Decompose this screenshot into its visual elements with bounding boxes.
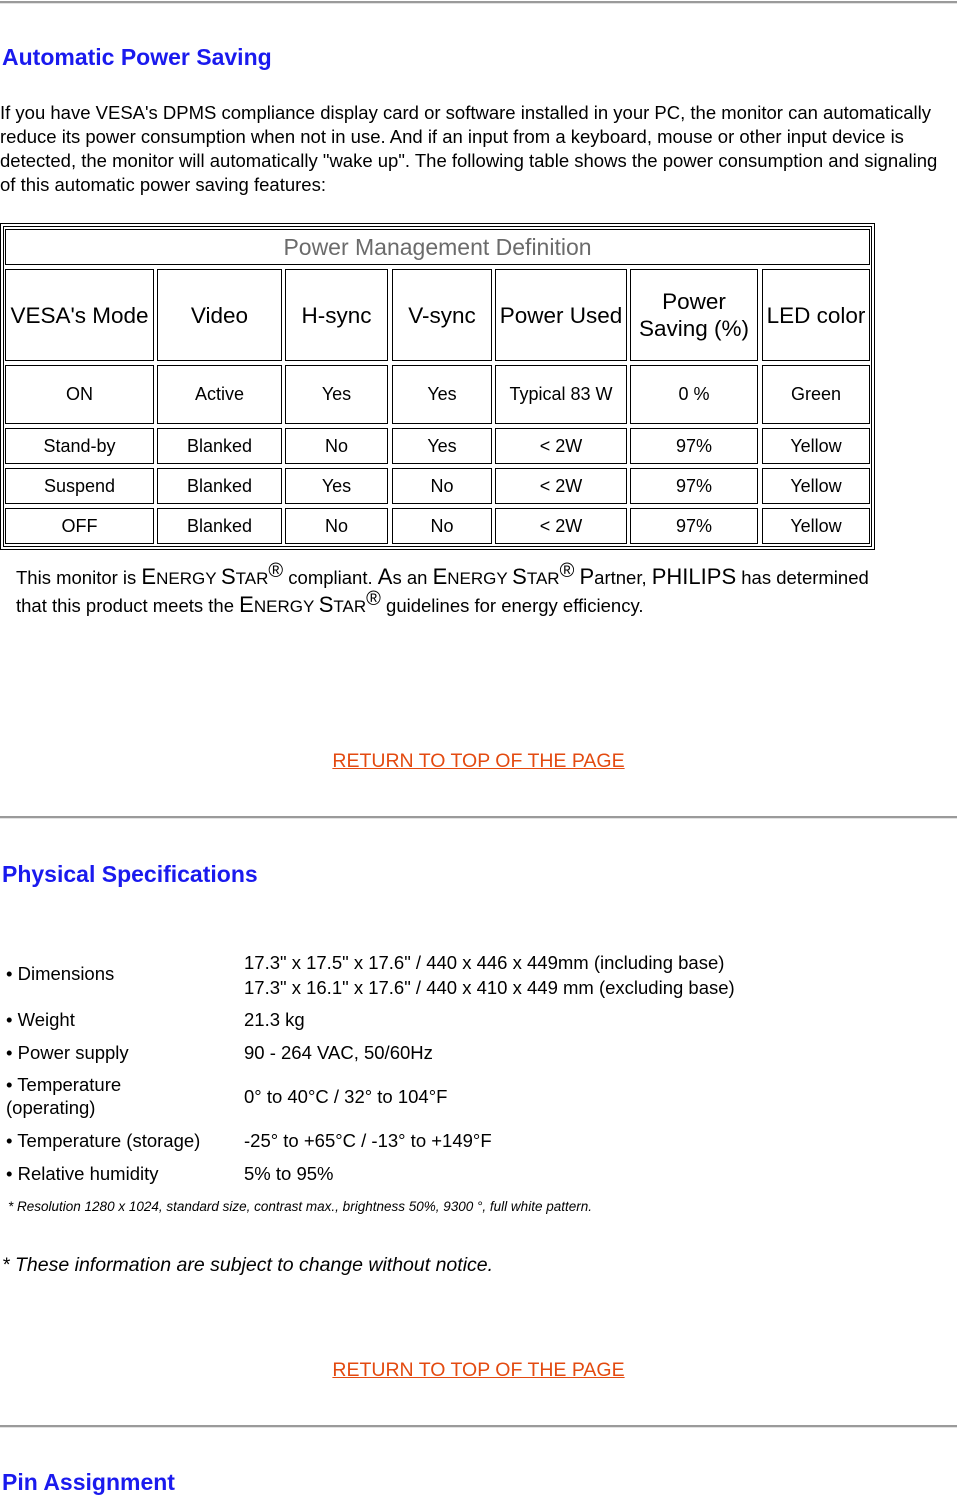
spec-value-weight: 21.3 kg <box>244 1009 305 1030</box>
section-title-pins: Pin Assignment <box>2 1469 175 1495</box>
energy-star-text: compliant. <box>283 567 378 588</box>
table-cell: Yellow <box>762 428 870 464</box>
table-header-cell: LED color <box>762 269 870 361</box>
energy-star-text: S <box>220 564 236 589</box>
energy-star-text: has determined that this product meets the <box>16 567 869 616</box>
energy-star-text: TAR <box>333 597 367 616</box>
table-cell: Stand-by <box>5 428 154 464</box>
table-cell: Yellow <box>762 508 870 544</box>
table-cell: Blanked <box>157 508 282 544</box>
energy-star-text: TAR <box>526 569 560 588</box>
table-cell: ON <box>5 365 154 424</box>
energy-star-text: S <box>318 592 334 617</box>
energy-star-statement <box>16 559 876 620</box>
energy-star-text: artner, <box>594 567 652 588</box>
table-cell: Typical 83 W <box>495 365 627 424</box>
energy-star-text: E <box>239 592 254 617</box>
table-header-cell: H-sync <box>285 269 388 361</box>
spec-value-humidity: 5% to 95% <box>244 1163 334 1184</box>
table-cell: Yes <box>285 468 388 504</box>
return-to-top-container <box>0 750 957 773</box>
table-cell: Blanked <box>157 468 282 504</box>
spec-label-power-supply: • Power supply <box>6 1042 129 1063</box>
energy-star-text: E <box>141 564 157 589</box>
return-to-top-link[interactable]: RETURN TO TOP OF THE PAGE <box>332 750 625 772</box>
table-cell: No <box>285 508 388 544</box>
table-cell: Green <box>762 365 870 424</box>
table-cell: Active <box>157 365 282 424</box>
table-cell: OFF <box>5 508 154 544</box>
divider <box>0 1425 957 1428</box>
power-saving-intro: If you have VESA's DPMS compliance display card or software installed in your PC, the monitor can automatically reduce its power consumption when not in use. And if an input from a keyboard, mouse or other input device is detected, the monitor will automatically "wake up". The following table shows the power consumption and signaling of this automatic power saving features: <box>0 102 938 195</box>
table-cell: Yes <box>392 365 492 424</box>
table-cell: 0 % <box>630 365 758 424</box>
registered-mark: ® <box>268 559 284 582</box>
energy-star-text: E <box>432 564 448 589</box>
section-title-physical: Physical Specifications <box>2 861 258 887</box>
energy-star-text: NERGY <box>447 569 513 588</box>
table-cell: < 2W <box>495 428 627 464</box>
table-cell: Yellow <box>762 468 870 504</box>
table-cell: No <box>285 428 388 464</box>
energy-star-text: A <box>377 564 393 589</box>
energy-star-text: S <box>512 564 527 589</box>
table-cell: 97% <box>630 428 758 464</box>
spec-value-dimensions: 17.3" x 16.1" x 17.6" / 440 x 410 x 449 mm (excluding base) <box>244 977 735 998</box>
table-cell: < 2W <box>495 468 627 504</box>
table-cell: No <box>392 508 492 544</box>
section-title-power-saving: Automatic Power Saving <box>2 44 272 70</box>
spec-label-temp-operating: (operating) <box>6 1097 96 1118</box>
return-to-top-container <box>0 1359 957 1382</box>
table-header-cell: V-sync <box>392 269 492 361</box>
brand-name: PHILIPS <box>651 564 737 589</box>
spec-label-humidity: • Relative humidity <box>6 1163 159 1184</box>
divider <box>0 1 957 4</box>
registered-mark: ® <box>366 587 381 610</box>
energy-star-text: s an <box>392 567 433 588</box>
spec-label-temp-operating: • Temperature <box>6 1074 122 1095</box>
spec-label-temp-storage: • Temperature (storage) <box>6 1130 201 1151</box>
table-cell: Yes <box>285 365 388 424</box>
spec-label-dimensions: • Dimensions <box>6 963 115 984</box>
table-header-cell: Power Saving (%) <box>630 269 758 361</box>
energy-star-text: P <box>579 564 595 589</box>
table-header-cell: Power Used <box>495 269 627 361</box>
return-to-top-link[interactable]: RETURN TO TOP OF THE PAGE <box>332 1359 625 1381</box>
table-cell: < 2W <box>495 508 627 544</box>
energy-star-text: This monitor is <box>16 567 142 588</box>
spec-value-power-supply: 90 - 264 VAC, 50/60Hz <box>244 1042 433 1063</box>
energy-star-text: NERGY <box>253 597 319 616</box>
table-cell: Suspend <box>5 468 154 504</box>
spec-value-temp-operating: 0° to 40°C / 32° to 104°F <box>244 1086 448 1107</box>
table-caption: Power Management Definition <box>5 229 870 265</box>
registered-mark: ® <box>559 559 575 582</box>
resolution-footnote: * Resolution 1280 x 1024, standard size, contrast max., brightness 50%, 9300 °, full white pattern. <box>8 1199 592 1214</box>
table-header-cell: Video <box>157 269 282 361</box>
energy-star-text: NERGY <box>156 569 221 588</box>
table-cell: 97% <box>630 468 758 504</box>
energy-star-text: TAR <box>235 569 269 588</box>
table-cell: Yes <box>392 428 492 464</box>
spec-value-dimensions: 17.3" x 17.5" x 17.6" / 440 x 446 x 449mm (including base) <box>244 952 725 973</box>
spec-label-weight: • Weight <box>6 1009 75 1030</box>
spec-value-temp-storage: -25° to +65°C / -13° to +149°F <box>244 1130 492 1151</box>
table-cell: 97% <box>630 508 758 544</box>
change-notice: * These information are subject to change without notice. <box>2 1254 494 1276</box>
table-header-cell: VESA's Mode <box>5 269 154 361</box>
table-cell: Blanked <box>157 428 282 464</box>
divider <box>0 816 957 819</box>
table-cell: No <box>392 468 492 504</box>
energy-star-text: guidelines for energy efficiency. <box>380 595 644 616</box>
